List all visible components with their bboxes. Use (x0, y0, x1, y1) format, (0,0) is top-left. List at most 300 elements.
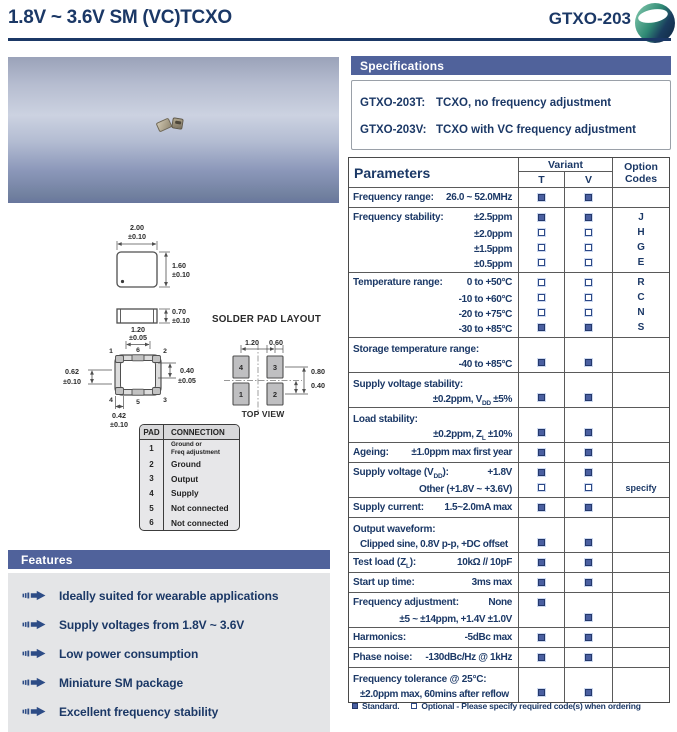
param-line (353, 480, 512, 495)
mark-line (519, 555, 564, 570)
features-section-header (8, 550, 330, 569)
mark-line (565, 445, 612, 460)
feature-text: Excellent frequency stability (59, 704, 219, 719)
variant-v-cell (565, 338, 613, 372)
param-value: -5dBc max (464, 632, 512, 643)
feature-arrow-icon (22, 619, 46, 630)
solder-pad-number: 4 (238, 363, 244, 372)
specifications-title: Specifications (360, 58, 445, 73)
pad-connection-rows (140, 440, 239, 530)
filled-square-marker (585, 579, 592, 586)
mark-line (565, 425, 612, 440)
open-square-marker (538, 279, 545, 286)
param-value: 1.5~2.0mA max (444, 502, 512, 513)
open-square-marker (585, 279, 592, 286)
param-label: Harmonics: (353, 632, 407, 643)
option-codes-header-cell (613, 158, 669, 187)
param-label: Temperature range: (353, 277, 443, 288)
option-code-cell (613, 628, 669, 647)
param-line (353, 465, 512, 480)
filled-square-marker (585, 194, 592, 201)
pad-number-cell: 1 (140, 440, 164, 457)
package-top-view (117, 241, 170, 287)
mark-line (613, 425, 669, 440)
param-line (353, 375, 512, 390)
mark-line (613, 290, 669, 305)
mark-line (565, 610, 612, 625)
option-code: E (637, 257, 645, 268)
option-code: G (637, 242, 645, 253)
open-square-marker (538, 259, 545, 266)
option-code-cell (613, 648, 669, 667)
variant-v-cell (565, 498, 613, 517)
pad-connection-row (140, 440, 239, 457)
pad-number-cell: 5 (140, 501, 164, 516)
mark-line (613, 375, 669, 390)
mark-line (613, 670, 669, 685)
dim-solder-pad-height: 0.40 (311, 381, 325, 390)
mark-line (519, 210, 564, 225)
param-line (353, 355, 512, 370)
mark-line (613, 240, 669, 255)
filled-square-marker (585, 539, 592, 546)
pad-connection-cell (164, 501, 239, 516)
open-square-marker (585, 229, 592, 236)
param-cell (349, 628, 519, 647)
pad-connection-cell (164, 457, 239, 472)
feature-item (8, 581, 330, 610)
filled-square-marker (538, 214, 545, 221)
param-value: ±1.0ppm max first year (411, 447, 512, 458)
spec-line (360, 116, 662, 143)
mark-line (519, 425, 564, 440)
dim-side-height-tol: ±0.10 (172, 316, 190, 325)
option-code-cell (613, 373, 669, 407)
mark-line (519, 290, 564, 305)
specifications-section-header (351, 56, 671, 75)
param-row (349, 337, 669, 372)
param-row (349, 372, 669, 407)
param-label: Output waveform: (353, 524, 436, 535)
param-row (349, 442, 669, 462)
param-line (353, 630, 512, 645)
filled-square-marker (585, 394, 592, 401)
mark-line (613, 390, 669, 405)
filled-square-marker (538, 654, 545, 661)
pad-connection-row (140, 515, 239, 530)
dim-top-width: 2.00 (130, 223, 144, 232)
option-header-line2: Codes (624, 172, 658, 185)
param-label: Frequency stability: (353, 212, 444, 223)
mark-line (519, 445, 564, 460)
param-label: Ageing: (353, 447, 389, 458)
mark-line (519, 255, 564, 270)
variant-v-cell (565, 593, 613, 627)
variant-t-cell (519, 338, 565, 372)
param-row (349, 572, 669, 592)
mark-line (565, 190, 612, 205)
param-line (353, 670, 512, 685)
option-code-cell (613, 498, 669, 517)
param-label: Storage temperature range: (353, 344, 479, 355)
mark-line (613, 355, 669, 370)
feature-text: Miniature SM package (59, 675, 184, 690)
mark-line (613, 410, 669, 425)
mark-line (519, 500, 564, 515)
mark-line (519, 240, 564, 255)
feature-item (8, 639, 330, 668)
param-row (349, 592, 669, 627)
param-line (353, 255, 512, 270)
param-value: ±2.0ppm max, 60mins after reflow (360, 689, 509, 700)
mark-line (565, 340, 612, 355)
parameters-header-cell: Parameters (349, 158, 519, 187)
param-label: Load stability: (353, 414, 418, 425)
pad-connection-row (140, 501, 239, 516)
param-row (349, 667, 669, 702)
mark-line (519, 355, 564, 370)
pad-connection-text: Freq adjustment (171, 448, 220, 456)
solder-pad-layout (224, 344, 308, 411)
mark-line (519, 520, 564, 535)
feature-text: Supply voltages from 1.8V ~ 3.6V (59, 617, 245, 632)
param-line (353, 535, 512, 550)
table-footnote (352, 701, 641, 711)
mark-line (565, 520, 612, 535)
dim-bottomview-bottom: 0.42 (112, 411, 126, 420)
mark-line (565, 465, 612, 480)
mark-line (565, 630, 612, 645)
pad-connection-text: Not connected (171, 517, 229, 528)
mark-line (613, 535, 669, 550)
mark-line (519, 535, 564, 550)
variant-t-cell (519, 273, 565, 337)
filled-square-marker (538, 449, 545, 456)
mark-line (565, 650, 612, 665)
param-line (353, 225, 512, 240)
param-row (349, 627, 669, 647)
mark-line (519, 190, 564, 205)
param-line (353, 240, 512, 255)
param-cell (349, 463, 519, 497)
mark-line (613, 650, 669, 665)
mark-line (613, 275, 669, 290)
variant-v-cell (565, 628, 613, 647)
param-line (353, 520, 512, 535)
dim-bottomview-top-tol: ±0.05 (129, 333, 147, 342)
variant-t-cell (519, 553, 565, 572)
feature-arrow-icon (22, 677, 46, 688)
param-label: Frequency tolerance @ 25°C: (353, 674, 487, 685)
filled-square-marker (585, 634, 592, 641)
feature-item (8, 697, 330, 726)
filled-square-marker (585, 324, 592, 331)
mark-line (613, 630, 669, 645)
mark-line (565, 255, 612, 270)
filled-square-legend-icon (352, 703, 358, 709)
pad-number: 6 (136, 347, 140, 354)
filled-square-marker (585, 449, 592, 456)
mark-line (519, 685, 564, 700)
filled-square-marker (538, 469, 545, 476)
variant-t-header-cell: T (519, 172, 565, 187)
page-title: 1.8V ~ 3.6V SM (VC)TCXO (8, 7, 232, 28)
mark-line (613, 305, 669, 320)
option-header-line1: Option (624, 160, 658, 173)
mark-line (519, 275, 564, 290)
pad-connection-row (140, 486, 239, 501)
pad-number-cell: 2 (140, 457, 164, 472)
variant-t-cell (519, 628, 565, 647)
filled-square-marker (585, 689, 592, 696)
mark-line (613, 480, 669, 495)
mark-line (519, 320, 564, 335)
variant-t-cell (519, 373, 565, 407)
param-cell (349, 593, 519, 627)
variant-t-cell (519, 573, 565, 592)
pad-connection-cell (164, 515, 239, 530)
pad-number: 5 (136, 399, 140, 406)
dim-side-height: 0.70 (172, 307, 186, 316)
solder-pad-number: 1 (238, 390, 244, 399)
variant-v-cell (565, 188, 613, 207)
variant-t-cell (519, 188, 565, 207)
param-value: ±0.2ppm, $Z_L \pm 10\%$ (433, 429, 512, 442)
option-code-cell (613, 463, 669, 497)
param-line (353, 320, 512, 335)
mark-line (613, 445, 669, 460)
solder-pad-layout-title: SOLDER PAD LAYOUT (212, 314, 321, 325)
param-cell (349, 273, 519, 337)
footnote-standard-text: Standard. (362, 701, 400, 711)
filled-square-marker (585, 359, 592, 366)
option-code-cell (613, 593, 669, 627)
option-code-cell (613, 408, 669, 442)
filled-square-marker (538, 634, 545, 641)
specifications-box (351, 80, 671, 150)
param-line (353, 445, 512, 460)
variant-t-cell (519, 443, 565, 462)
param-value: ±5 ~ ±14ppm, +1.4V ±1.0V (399, 614, 512, 625)
tcxo-component-photo (156, 118, 173, 133)
pad-col-header: PAD (140, 425, 164, 439)
feature-arrow-icon (22, 590, 46, 601)
mark-line (519, 305, 564, 320)
variant-header-cell: Variant (519, 158, 613, 172)
filled-square-marker (538, 504, 545, 511)
filled-square-marker (585, 559, 592, 566)
pad-connection-cell (164, 486, 239, 501)
param-line (353, 275, 512, 290)
pad-connection-text: Supply (171, 488, 199, 499)
mark-line (519, 390, 564, 405)
filled-square-marker (585, 654, 592, 661)
pad-number-cell: 6 (140, 515, 164, 530)
variant-t-cell (519, 593, 565, 627)
dim-solder-pitch: 1.20 (245, 338, 259, 347)
mark-line (613, 575, 669, 590)
solder-pad-number: 3 (272, 363, 278, 372)
param-line (353, 425, 512, 440)
mark-line (613, 210, 669, 225)
mark-line (519, 465, 564, 480)
feature-text: Low power consumption (59, 646, 199, 661)
dim-bottomview-left-tol: ±0.10 (63, 377, 81, 386)
filled-square-marker (585, 429, 592, 436)
variant-v-cell (565, 443, 613, 462)
param-row (349, 552, 669, 572)
param-cell (349, 443, 519, 462)
param-value: -30 to +85°C (458, 324, 512, 335)
mark-line (565, 355, 612, 370)
pad-connection-cell (164, 472, 239, 487)
option-code-cell (613, 443, 669, 462)
variant-v-cell (565, 518, 613, 552)
param-cell (349, 338, 519, 372)
open-square-marker (538, 244, 545, 251)
mark-line (519, 575, 564, 590)
mark-line (613, 255, 669, 270)
mark-line (565, 685, 612, 700)
open-square-marker (538, 294, 545, 301)
param-value: +1.8V (487, 467, 512, 478)
feature-item (8, 668, 330, 697)
param-cell (349, 648, 519, 667)
parameters-table-header (349, 158, 669, 187)
mark-line (613, 225, 669, 240)
mark-line (613, 340, 669, 355)
param-value: 26.0 ~ 52.0MHz (446, 192, 512, 203)
filled-square-marker (538, 194, 545, 201)
param-row (349, 517, 669, 552)
mark-line (613, 465, 669, 480)
param-label: Supply voltage stability: (353, 379, 464, 390)
mark-line (565, 500, 612, 515)
parameters-rows (349, 187, 669, 702)
param-row (349, 497, 669, 517)
mark-line (565, 535, 612, 550)
param-cell (349, 573, 519, 592)
solder-pad-caption: TOP VIEW (241, 409, 285, 419)
param-label: Frequency adjustment: (353, 597, 459, 608)
dim-bottomview-right-tol: ±0.05 (178, 376, 196, 385)
package-side-view (117, 309, 170, 323)
pad-connection-row (140, 457, 239, 472)
open-square-marker (538, 484, 545, 491)
mark-line (519, 670, 564, 685)
variant-t-cell (519, 518, 565, 552)
mark-line (613, 555, 669, 570)
option-code-cell (613, 668, 669, 702)
pad-connection-text: Ground or (171, 441, 202, 449)
param-value: ±0.2ppm, $V_{DD} \pm 5\%$ (432, 394, 512, 407)
param-value: None (488, 597, 512, 608)
option-code: H (637, 227, 645, 238)
mark-line (519, 610, 564, 625)
variant-t-cell (519, 208, 565, 272)
param-cell (349, 208, 519, 272)
param-label: Supply voltage $(V_{DD})$: (353, 467, 449, 480)
tcxo-component-photo (171, 117, 184, 130)
param-row (349, 187, 669, 207)
mark-line (565, 555, 612, 570)
variant-v-cell (565, 208, 613, 272)
open-square-marker (585, 294, 592, 301)
mark-line (565, 240, 612, 255)
mark-line (565, 480, 612, 495)
mark-line (519, 480, 564, 495)
param-row (349, 647, 669, 667)
footnote-optional-text: Optional - Please specify required code(s) when ordering (421, 701, 641, 711)
param-label: Start up time: (353, 577, 415, 588)
param-cell (349, 553, 519, 572)
param-cell (349, 668, 519, 702)
param-line (353, 610, 512, 625)
param-line (353, 555, 512, 570)
features-list (8, 573, 330, 732)
param-line (353, 685, 512, 700)
variant-v-cell (565, 463, 613, 497)
option-code-cell (613, 208, 669, 272)
mark-line (565, 410, 612, 425)
filled-square-marker (538, 559, 545, 566)
dim-bottomview-top: 1.20 (131, 325, 145, 334)
param-value: 3ms max (471, 577, 512, 588)
param-row (349, 462, 669, 497)
option-code-cell (613, 273, 669, 337)
filled-square-marker (538, 539, 545, 546)
variant-t-cell (519, 648, 565, 667)
param-line (353, 595, 512, 610)
filled-square-marker (538, 359, 545, 366)
connection-col-header: CONNECTION (171, 427, 225, 437)
open-square-marker (538, 229, 545, 236)
option-code-cell (613, 573, 669, 592)
param-value: 10kΩ // 10pF (457, 557, 512, 568)
spec-description: TCXO with VC frequency adjustment (436, 123, 636, 136)
variant-v-cell (565, 648, 613, 667)
filled-square-marker (585, 469, 592, 476)
variant-t-cell (519, 408, 565, 442)
param-line (353, 575, 512, 590)
option-code: S (637, 322, 645, 333)
open-square-marker (585, 244, 592, 251)
param-cell (349, 373, 519, 407)
dim-top-width-tol: ±0.10 (128, 232, 146, 241)
variant-v-header-cell: V (565, 172, 613, 187)
param-row (349, 272, 669, 337)
filled-square-marker (538, 324, 545, 331)
product-photo (8, 57, 339, 203)
solder-pad-number: 2 (272, 390, 278, 399)
param-value: ±2.5ppm (473, 212, 512, 223)
param-value: Other (+1.8V ~ +3.6V) (419, 484, 512, 495)
dim-bottomview-right: 0.40 (180, 366, 194, 375)
param-line (353, 340, 512, 355)
mark-line (565, 225, 612, 240)
pad-number-cell: 3 (140, 472, 164, 487)
mark-line (565, 595, 612, 610)
param-line (353, 500, 512, 515)
param-cell (349, 518, 519, 552)
mark-line (519, 650, 564, 665)
variant-v-cell (565, 668, 613, 702)
mark-line (565, 670, 612, 685)
mark-line (613, 190, 669, 205)
param-value: ±2.0ppm (473, 229, 512, 240)
param-line (353, 390, 512, 405)
pad-number: 4 (109, 397, 113, 404)
